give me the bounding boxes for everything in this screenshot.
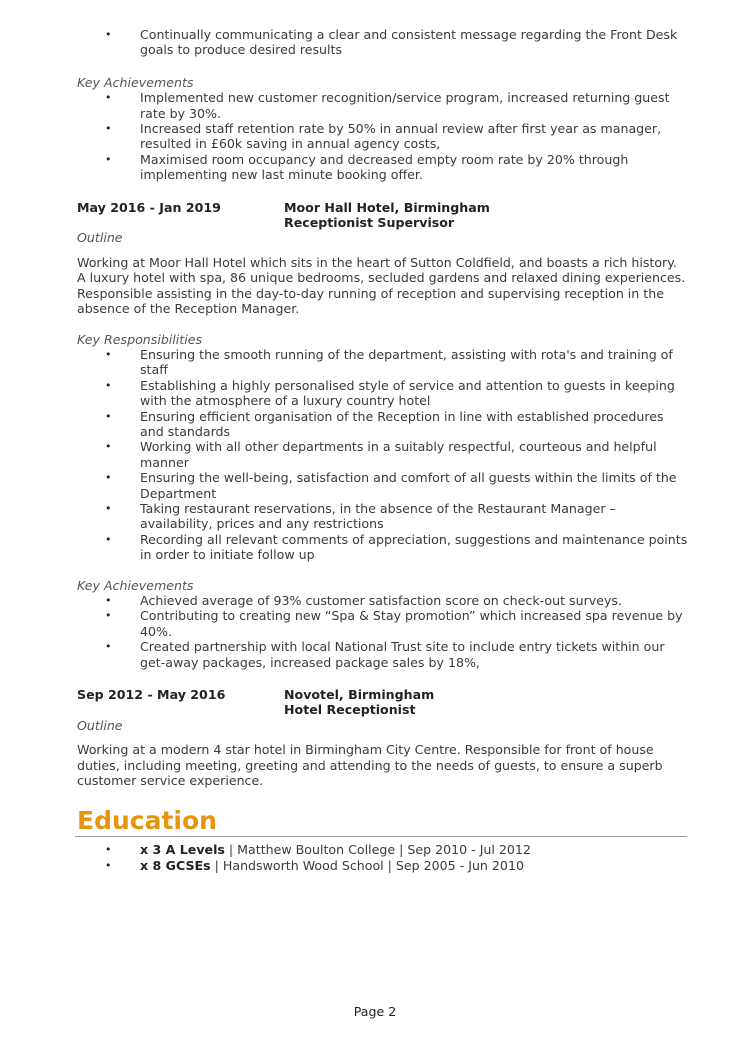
job2-title: Receptionist Supervisor <box>284 215 455 231</box>
job3-outline: Working at a modern 4 star hotel in Birmingham City Centre. Responsible for front of house duties, including meeting, greeting and attending to the needs of guests, to ensure a superb customer service experience. <box>77 742 663 789</box>
list-item: • Implemented new customer recognition/service program, increased returning guest rate by 30%. <box>77 90 689 121</box>
job3-header <box>77 687 689 718</box>
key-achievements-label: Key Achievements <box>77 74 194 90</box>
key-achievements-label: Key Achievements <box>77 577 194 593</box>
outline-label: Outline <box>77 230 123 246</box>
job2-header <box>77 200 689 231</box>
qualification-name: x 3 A Levels <box>140 842 225 858</box>
job2-dates: May 2016 - Jan 2019 <box>77 199 221 215</box>
list-item: • Achieved average of 93% customer satisfaction score on check-out surveys. <box>77 593 689 608</box>
intro-bullet-list <box>77 27 689 58</box>
list-item: • Contributing to creating new “Spa & Stay promotion” which increased spa revenue by 40%. <box>77 608 689 639</box>
resume-page <box>77 27 689 873</box>
education-list <box>77 842 689 873</box>
qualification-name: x 8 GCSEs <box>140 857 211 873</box>
education-heading: Education <box>75 806 687 837</box>
outline-label: Outline <box>77 717 123 733</box>
list-item: • Created partnership with local National Trust site to include entry tickets within our get-away packages, increased package sales by 18%, <box>77 639 689 670</box>
list-item: • Working with all other departments in a suitably respectful, courteous and helpful manner <box>77 439 689 470</box>
job1-achievements-list <box>77 90 689 182</box>
list-item: • Ensuring the smooth running of the department, assisting with rota's and training of staff <box>77 347 689 378</box>
job2-outline: Working at Moor Hall Hotel which sits in the heart of Sutton Coldfield, and boasts a rich history. A luxury hotel with spa, 86 unique bedrooms, secluded gardens and relaxed dining experiences. Responsible assisting in the day-to-day running of reception and supervising reception in the absence of the Reception Manager. <box>77 254 686 317</box>
job2-employer: Moor Hall Hotel, Birmingham <box>284 199 490 215</box>
list-item: • Recording all relevant comments of appreciation, suggestions and maintenance points in order to initiate follow up <box>77 532 689 563</box>
list-item <box>77 842 689 857</box>
job3-employer: Novotel, Birmingham <box>284 687 435 703</box>
job3-title: Hotel Receptionist <box>284 702 416 718</box>
page-number: Page 2 <box>353 1004 397 1019</box>
list-item: • Maximised room occupancy and decreased empty room rate by 20% through implementing new last minute booking offer. <box>77 152 689 183</box>
job2-responsibilities-list <box>77 347 689 563</box>
list-item: • Increased staff retention rate by 50% in annual review after first year as manager, resulted in £60k saving in annual agency costs, <box>77 121 689 152</box>
list-item <box>77 858 689 873</box>
key-responsibilities-label: Key Responsibilities <box>77 331 203 347</box>
list-item: • Ensuring efficient organisation of the Reception in line with established procedures and standards <box>77 409 689 440</box>
list-item: • Taking restaurant reservations, in the absence of the Restaurant Manager – availability, prices and any restrictions <box>77 501 689 532</box>
job3-dates: Sep 2012 - May 2016 <box>77 687 226 703</box>
job2-achievements-list <box>77 593 689 670</box>
qualification-detail: | Handsworth Wood School | Sep 2005 - Jun 2010 <box>210 857 524 873</box>
list-item: • Establishing a highly personalised style of service and attention to guests in keeping with the atmosphere of a luxury country hotel <box>77 378 689 409</box>
list-item: • Continually communicating a clear and consistent message regarding the Front Desk goals to produce desired results <box>77 27 689 58</box>
list-item: • Ensuring the well-being, satisfaction and comfort of all guests within the limits of the Department <box>77 470 689 501</box>
qualification-detail: | Matthew Boulton College | Sep 2010 - Jul 2012 <box>224 842 531 858</box>
